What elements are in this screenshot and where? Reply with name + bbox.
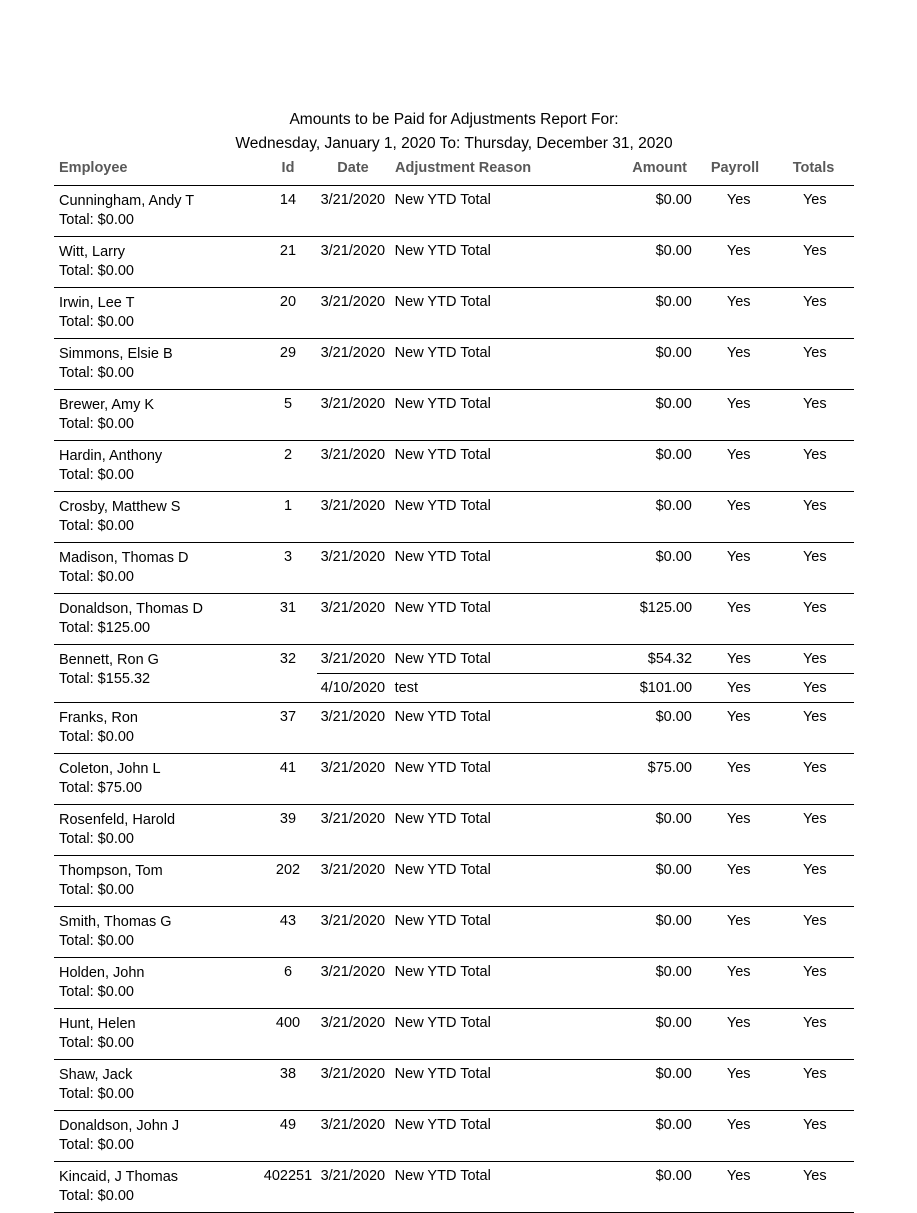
- employee-id: 400: [259, 1009, 317, 1060]
- adjustment-date: 3/21/2020: [320, 709, 386, 725]
- employee-name: Bennett, Ron G: [59, 652, 159, 668]
- adjustment-entries-cell: [317, 237, 854, 288]
- table-row: [54, 492, 854, 543]
- employee-total: Total: $0.00: [59, 1188, 134, 1204]
- adjustment-amount: $0.00: [655, 345, 692, 361]
- adjustment-entries-table: [317, 288, 854, 316]
- adjustment-date: 3/21/2020: [320, 294, 386, 310]
- adjustment-amount: $0.00: [655, 1066, 692, 1082]
- employee-name: Donaldson, Thomas D: [59, 601, 204, 617]
- adjustment-payroll: Yes: [726, 498, 751, 514]
- employee-cell: [54, 645, 259, 703]
- adjustment-date: 3/21/2020: [320, 1015, 386, 1031]
- adjustment-entries-table: [317, 543, 854, 571]
- adjustment-reason: New YTD Total: [394, 345, 491, 361]
- employee-id: 202: [259, 856, 317, 907]
- adjustment-payroll: Yes: [727, 600, 751, 616]
- employee-total: Total: $0.00: [59, 831, 134, 847]
- adjustment-reason: New YTD Total: [394, 811, 491, 827]
- adjustment-reason: New YTD Total: [394, 913, 491, 929]
- employee-id: 3: [259, 543, 317, 594]
- adjustment-entries-cell: [317, 856, 854, 907]
- adjustment-amount: $125.00: [639, 600, 693, 616]
- column-header-employee: Employee: [59, 160, 128, 176]
- table-row: [54, 907, 854, 958]
- adjustment-entries-table: [317, 492, 854, 520]
- employee-total: Total: $0.00: [59, 365, 134, 381]
- adjustment-totals: Yes: [802, 1066, 827, 1082]
- employee-total: Total: $75.00: [59, 780, 143, 796]
- adjustment-reason: New YTD Total: [394, 709, 491, 725]
- employee-id: 5: [259, 390, 317, 441]
- employee-id: 37: [259, 703, 317, 754]
- adjustment-totals: Yes: [802, 192, 827, 208]
- adjustment-entry-row: [317, 186, 854, 214]
- employee-id: 6: [259, 958, 317, 1009]
- adjustment-entries-cell: [317, 703, 854, 754]
- employee-id: 1: [259, 492, 317, 543]
- employee-name: Thompson, Tom: [59, 863, 163, 879]
- adjustment-payroll: Yes: [726, 243, 751, 259]
- adjustment-entry-row: [317, 674, 854, 703]
- adjustment-date: 3/21/2020: [320, 192, 386, 208]
- adjustment-entries-table: [317, 1009, 854, 1037]
- table-row: [54, 856, 854, 907]
- adjustment-totals: Yes: [802, 862, 827, 878]
- adjustment-amount: $0.00: [655, 811, 692, 827]
- employee-cell: [54, 186, 259, 237]
- adjustment-entry-row: [317, 1060, 854, 1088]
- adjustment-payroll: Yes: [726, 294, 751, 310]
- employee-name: Irwin, Lee T: [59, 295, 135, 311]
- column-header-id: Id: [281, 160, 295, 176]
- employee-total: Total: $0.00: [59, 1086, 134, 1102]
- employee-cell: [54, 441, 259, 492]
- adjustment-amount: $0.00: [655, 294, 692, 310]
- table-row: [54, 339, 854, 390]
- column-header-amount: Amount: [632, 160, 687, 176]
- adjustment-payroll: Yes: [726, 1015, 751, 1031]
- adjustment-entries-cell: [317, 958, 854, 1009]
- table-row: [54, 1162, 854, 1213]
- adjustment-entries-cell: [317, 1009, 854, 1060]
- adjustment-entries-cell: [317, 1162, 854, 1213]
- employee-id: 14: [259, 186, 317, 237]
- employee-name: Smith, Thomas G: [59, 914, 172, 930]
- adjustment-date: 4/10/2020: [317, 674, 389, 703]
- employee-id: 31: [259, 594, 317, 645]
- adjustment-amount: $0.00: [655, 862, 692, 878]
- adjustment-entries-table: [317, 339, 854, 367]
- table-row: [54, 390, 854, 441]
- employee-cell: [54, 594, 259, 645]
- employee-total: Total: $0.00: [59, 1137, 134, 1153]
- report-title-line1: Amounts to be Paid for Adjustments Report For:: [289, 111, 619, 128]
- employee-name: Crosby, Matthew S: [59, 499, 181, 515]
- adjustment-entries-table: [317, 237, 854, 265]
- adjustment-payroll: Yes: [726, 760, 751, 776]
- employee-name: Kincaid, J Thomas: [59, 1169, 179, 1185]
- adjustment-date: 3/21/2020: [320, 345, 386, 361]
- adjustment-entry-row: [317, 1009, 854, 1037]
- adjustment-entries-table: [317, 805, 854, 833]
- employee-name: Rosenfeld, Harold: [59, 812, 176, 828]
- adjustment-entries-cell: [317, 754, 854, 805]
- adjustment-amount: $0.00: [655, 709, 692, 725]
- adjustment-totals: Yes: [802, 396, 827, 412]
- employee-cell: [54, 1060, 259, 1111]
- adjustment-date: 3/21/2020: [320, 913, 386, 929]
- adjustment-amount: $0.00: [655, 1168, 692, 1184]
- adjustment-entries-cell: [317, 186, 854, 237]
- adjustment-date: 3/21/2020: [320, 1066, 386, 1082]
- adjustment-payroll: Yes: [726, 1066, 751, 1082]
- adjustment-reason: New YTD Total: [394, 498, 491, 514]
- adjustment-amount: $0.00: [655, 243, 692, 259]
- adjustment-amount: $0.00: [655, 1015, 692, 1031]
- adjustment-entry-row: [317, 390, 854, 418]
- adjustment-reason: New YTD Total: [394, 192, 491, 208]
- employee-name: Cunningham, Andy T: [59, 193, 195, 209]
- employee-cell: [54, 288, 259, 339]
- employee-cell: [54, 237, 259, 288]
- adjustment-totals: Yes: [803, 651, 827, 667]
- employee-id: 49: [259, 1111, 317, 1162]
- adjustment-payroll: Yes: [702, 674, 776, 703]
- adjustment-date: 3/21/2020: [320, 447, 386, 463]
- column-header-adjustment-reason: Adjustment Reason: [395, 160, 532, 176]
- employee-total: Total: $0.00: [59, 212, 134, 228]
- adjustment-entry-row: [317, 856, 854, 884]
- employee-id: 21: [259, 237, 317, 288]
- employee-name: Simmons, Elsie B: [59, 346, 173, 362]
- table-row: [54, 288, 854, 339]
- employee-cell: [54, 754, 259, 805]
- employee-cell: [54, 856, 259, 907]
- adjustment-payroll: Yes: [726, 964, 751, 980]
- employee-total: Total: $0.00: [59, 416, 134, 432]
- employee-total: Total: $0.00: [59, 729, 134, 745]
- table-row: [54, 754, 854, 805]
- adjustment-payroll: Yes: [726, 1168, 751, 1184]
- adjustment-entries-table: [317, 594, 854, 622]
- employee-name: Hardin, Anthony: [59, 448, 163, 464]
- adjustment-entries-cell: [317, 645, 854, 703]
- adjustment-date: 3/21/2020: [320, 651, 386, 667]
- employee-cell: [54, 907, 259, 958]
- adjustment-entries-table: [317, 441, 854, 469]
- table-row: [54, 594, 854, 645]
- employee-id: 41: [259, 754, 317, 805]
- adjustment-entry-row: [317, 543, 854, 571]
- column-header-totals: Totals: [792, 160, 835, 176]
- employee-cell: [54, 958, 259, 1009]
- adjustment-reason: New YTD Total: [394, 1015, 491, 1031]
- adjustment-reason: New YTD Total: [394, 1168, 491, 1184]
- adjustment-entries-cell: [317, 805, 854, 856]
- adjustment-entries-table: [317, 754, 854, 782]
- adjustment-amount: $75.00: [647, 760, 692, 776]
- adjustment-date: 3/21/2020: [320, 600, 386, 616]
- table-row: [54, 1111, 854, 1162]
- employee-cell: [54, 492, 259, 543]
- adjustment-totals: Yes: [802, 811, 827, 827]
- adjustment-reason: New YTD Total: [394, 760, 491, 776]
- adjustment-amount: $54.32: [647, 651, 693, 667]
- employee-total: Total: $0.00: [59, 467, 134, 483]
- adjustment-totals: Yes: [802, 709, 827, 725]
- adjustment-totals: Yes: [802, 345, 827, 361]
- column-header-payroll: Payroll: [710, 160, 760, 176]
- adjustment-date: 3/21/2020: [320, 1168, 386, 1184]
- table-row: [54, 543, 854, 594]
- adjustment-entries-table: [317, 703, 854, 731]
- adjustment-totals: Yes: [802, 1168, 827, 1184]
- employee-name: Brewer, Amy K: [59, 397, 155, 413]
- adjustment-entries-cell: [317, 907, 854, 958]
- adjustment-payroll: Yes: [726, 862, 751, 878]
- table-row: [54, 441, 854, 492]
- adjustment-amount: $0.00: [655, 913, 692, 929]
- adjustment-amount: $0.00: [655, 396, 692, 412]
- table-row: [54, 237, 854, 288]
- employee-cell: [54, 1009, 259, 1060]
- adjustment-date: 3/21/2020: [320, 498, 386, 514]
- adjustment-entry-row: [317, 754, 854, 782]
- table-header-row: [54, 160, 854, 186]
- employee-cell: [54, 543, 259, 594]
- adjustments-table: [54, 160, 854, 1213]
- adjustment-entry-row: [317, 594, 854, 622]
- adjustment-entries-table: [317, 1111, 854, 1139]
- employee-total: Total: $125.00: [59, 620, 151, 636]
- adjustment-amount: $0.00: [655, 549, 692, 565]
- adjustment-entries-cell: [317, 339, 854, 390]
- employee-name: Holden, John: [59, 965, 145, 981]
- employee-cell: [54, 805, 259, 856]
- adjustment-amount: $0.00: [655, 964, 692, 980]
- adjustment-totals: Yes: [802, 1015, 827, 1031]
- adjustment-entry-row: [317, 1111, 854, 1139]
- adjustment-totals: Yes: [802, 913, 827, 929]
- adjustment-entries-cell: [317, 1111, 854, 1162]
- table-row: [54, 958, 854, 1009]
- employee-name: Donaldson, John J: [59, 1118, 180, 1134]
- adjustment-entries-cell: [317, 543, 854, 594]
- employee-total: Total: $0.00: [59, 882, 134, 898]
- adjustment-amount: $101.00: [598, 674, 702, 703]
- adjustment-entries-cell: [317, 1060, 854, 1111]
- employee-name: Franks, Ron: [59, 710, 138, 726]
- table-body: [54, 186, 854, 1213]
- adjustment-entries-table: [317, 1060, 854, 1088]
- adjustment-reason: New YTD Total: [394, 600, 491, 616]
- employee-name: Madison, Thomas D: [59, 550, 189, 566]
- adjustment-payroll: Yes: [726, 345, 751, 361]
- employee-total: Total: $0.00: [59, 569, 134, 585]
- employee-total: Total: $155.32: [59, 671, 151, 687]
- adjustment-amount: $0.00: [655, 447, 692, 463]
- adjustment-reason: New YTD Total: [394, 651, 491, 667]
- adjustment-reason: New YTD Total: [394, 862, 491, 878]
- employee-name: Hunt, Helen: [59, 1016, 136, 1032]
- adjustment-entries-table: [317, 958, 854, 986]
- employee-id: 29: [259, 339, 317, 390]
- employee-id: 402251: [259, 1162, 317, 1213]
- table-row: [54, 805, 854, 856]
- column-header-date: Date: [337, 160, 369, 176]
- employee-cell: [54, 703, 259, 754]
- table-row: [54, 1060, 854, 1111]
- adjustment-entry-row: [317, 288, 854, 316]
- employee-cell: [54, 390, 259, 441]
- employee-cell: [54, 1162, 259, 1213]
- employee-name: Witt, Larry: [59, 244, 126, 260]
- adjustment-entry-row: [317, 1162, 854, 1190]
- adjustment-entry-row: [317, 805, 854, 833]
- adjustment-date: 3/21/2020: [320, 760, 386, 776]
- adjustment-amount: $0.00: [655, 192, 692, 208]
- report-title-line2: Wednesday, January 1, 2020 To: Thursday, December 31, 2020: [235, 135, 673, 152]
- adjustment-entry-row: [317, 907, 854, 935]
- adjustment-totals: Yes: [803, 600, 827, 616]
- employee-id: 39: [259, 805, 317, 856]
- table-row: [54, 186, 854, 237]
- adjustment-date: 3/21/2020: [320, 1117, 386, 1133]
- adjustment-entries-table: [317, 907, 854, 935]
- employee-total: Total: $0.00: [59, 518, 134, 534]
- adjustment-payroll: Yes: [726, 549, 751, 565]
- adjustment-reason: New YTD Total: [394, 1117, 491, 1133]
- adjustment-entries-cell: [317, 288, 854, 339]
- adjustment-entry-row: [317, 441, 854, 469]
- adjustment-entries-cell: [317, 441, 854, 492]
- employee-total: Total: $0.00: [59, 314, 134, 330]
- adjustment-totals: Yes: [802, 549, 827, 565]
- adjustment-payroll: Yes: [726, 1117, 751, 1133]
- employee-id: 38: [259, 1060, 317, 1111]
- adjustment-entries-cell: [317, 492, 854, 543]
- adjustment-totals: Yes: [802, 760, 827, 776]
- adjustment-entries-cell: [317, 594, 854, 645]
- table-row: [54, 645, 854, 703]
- adjustment-date: 3/21/2020: [320, 396, 386, 412]
- adjustment-payroll: Yes: [726, 811, 751, 827]
- adjustment-entry-row: [317, 339, 854, 367]
- employee-total: Total: $0.00: [59, 933, 134, 949]
- adjustment-payroll: Yes: [726, 192, 751, 208]
- adjustment-date: 3/21/2020: [320, 862, 386, 878]
- adjustment-totals: Yes: [802, 243, 827, 259]
- adjustment-entries-table: [317, 186, 854, 214]
- adjustment-date: 3/21/2020: [320, 243, 386, 259]
- employee-total: Total: $0.00: [59, 1035, 134, 1051]
- adjustment-reason: New YTD Total: [394, 447, 491, 463]
- adjustment-totals: Yes: [802, 294, 827, 310]
- adjustment-entries-table: [317, 1162, 854, 1190]
- employee-name: Shaw, Jack: [59, 1067, 133, 1083]
- adjustment-payroll: Yes: [726, 447, 751, 463]
- adjustment-totals: Yes: [802, 1117, 827, 1133]
- employee-id: 20: [259, 288, 317, 339]
- adjustment-entries-cell: [317, 390, 854, 441]
- employee-total: Total: $0.00: [59, 263, 134, 279]
- employee-id: 2: [259, 441, 317, 492]
- employee-cell: [54, 339, 259, 390]
- adjustment-date: 3/21/2020: [320, 811, 386, 827]
- adjustment-entry-row: [317, 958, 854, 986]
- employee-id: 43: [259, 907, 317, 958]
- adjustment-reason: New YTD Total: [394, 243, 491, 259]
- employee-name: Coleton, John L: [59, 761, 161, 777]
- adjustment-payroll: Yes: [726, 396, 751, 412]
- adjustment-reason: New YTD Total: [394, 964, 491, 980]
- adjustment-payroll: Yes: [726, 913, 751, 929]
- adjustment-payroll: Yes: [726, 709, 751, 725]
- employee-total: Total: $0.00: [59, 984, 134, 1000]
- adjustment-entry-row: [317, 703, 854, 731]
- table-header: [54, 160, 854, 186]
- table-row: [54, 703, 854, 754]
- adjustment-reason: New YTD Total: [394, 396, 491, 412]
- employee-cell: [54, 1111, 259, 1162]
- adjustment-entry-row: [317, 645, 854, 674]
- adjustment-amount: $0.00: [655, 498, 692, 514]
- adjustment-reason: New YTD Total: [394, 294, 491, 310]
- adjustment-reason: New YTD Total: [394, 1066, 491, 1082]
- adjustment-entry-row: [317, 237, 854, 265]
- adjustment-totals: Yes: [802, 964, 827, 980]
- adjustment-entries-table: [317, 856, 854, 884]
- adjustment-entries-table: [317, 390, 854, 418]
- adjustment-date: 3/21/2020: [320, 964, 386, 980]
- adjustment-reason: New YTD Total: [394, 549, 491, 565]
- table-row: [54, 1009, 854, 1060]
- adjustment-amount: $0.00: [655, 1117, 692, 1133]
- employee-id: 32: [259, 645, 317, 703]
- adjustment-reason: test: [389, 674, 599, 703]
- report-title: [54, 108, 854, 156]
- adjustment-totals: Yes: [802, 447, 827, 463]
- adjustment-payroll: Yes: [727, 651, 751, 667]
- adjustment-entries-table: [317, 645, 854, 702]
- adjustment-entry-row: [317, 492, 854, 520]
- adjustment-date: 3/21/2020: [320, 549, 386, 565]
- adjustment-totals: Yes: [776, 674, 854, 703]
- adjustment-totals: Yes: [802, 498, 827, 514]
